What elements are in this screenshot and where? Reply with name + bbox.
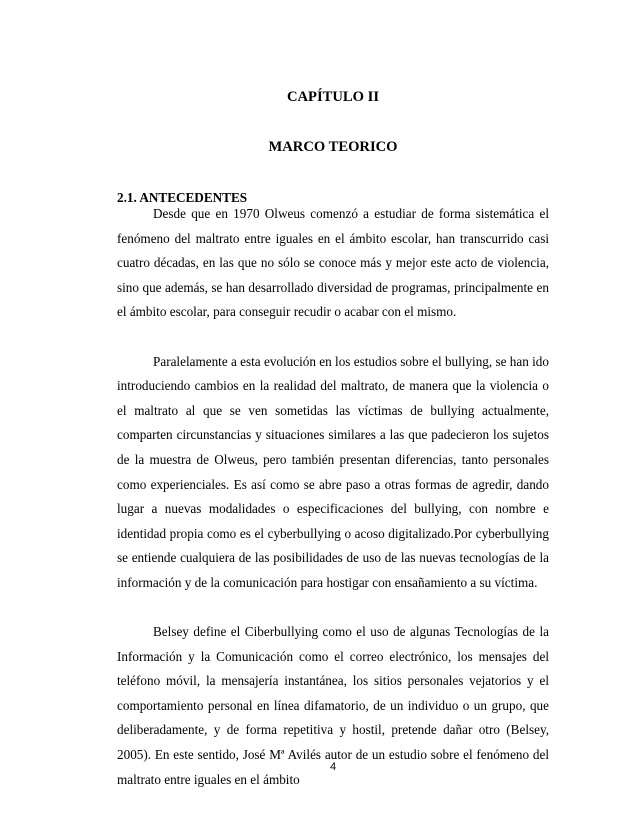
- paragraph-2: Paralelamente a esta evolución en los estudios sobre el bullying, se han ido introduciendo cambios en la realidad del maltrato, de manera que la violencia o el maltrato al que se ven sometidas las víctimas de bullying actualmente, comparten circunstancias y situaciones similares a las que padecieron los sujetos de la muestra de Olweus, pero también presentan diferencias, tanto personales como experienciales. Es así como se abre paso a otras formas de agredir, dando lugar a nuevas modalidades o especificaciones del bullying, con nombre e identidad propia como es el cyberbullying o acoso digitalizado.Por cyberbullying se entiende cualquiera de las posibilidades de uso de las nuevas tecnologías de la información y de la comunicación para hostigar con ensañamiento a su víctima.: [117, 353, 549, 590]
- paragraph-3: Belsey define el Ciberbullying como el uso de algunas Tecnologías de la Información y la Comunicación como el correo electrónico, los mensajes del teléfono móvil, la mensajería instantánea, los sitios personales vejatorios y el comportamiento personal en línea difamatorio, de un individuo o un grupo, que deliberadamente, y de forma repetitiva y hostil, pretende dañar otro (Belsey, 2005). En este sentido, José Mª Avilés autor de un estudio sobre el fenómeno del maltrato entre iguales en el ámbito: [117, 624, 549, 787]
- section-title: MARCO TEORICO: [268, 139, 398, 155]
- chapter-title: CAPÍTULO II: [286, 89, 380, 105]
- subsection-title: 2.1. ANTECEDENTES: [117, 190, 248, 205]
- paragraph-1: Desde que en 1970 Olweus comenzó a estudiar de forma sistemática el fenómeno del maltrato entre iguales en el ámbito escolar, han transcurrido casi cuatro décadas, en las que no sólo se conoce más y mejor este acto de violencia, sino que además, se han desarrollado diversidad de programas, principalmente en el ámbito escolar, para conseguir recudir o acabar con el mismo.: [117, 206, 549, 320]
- body-text: [117, 202, 549, 817]
- page-number: 4: [329, 761, 337, 773]
